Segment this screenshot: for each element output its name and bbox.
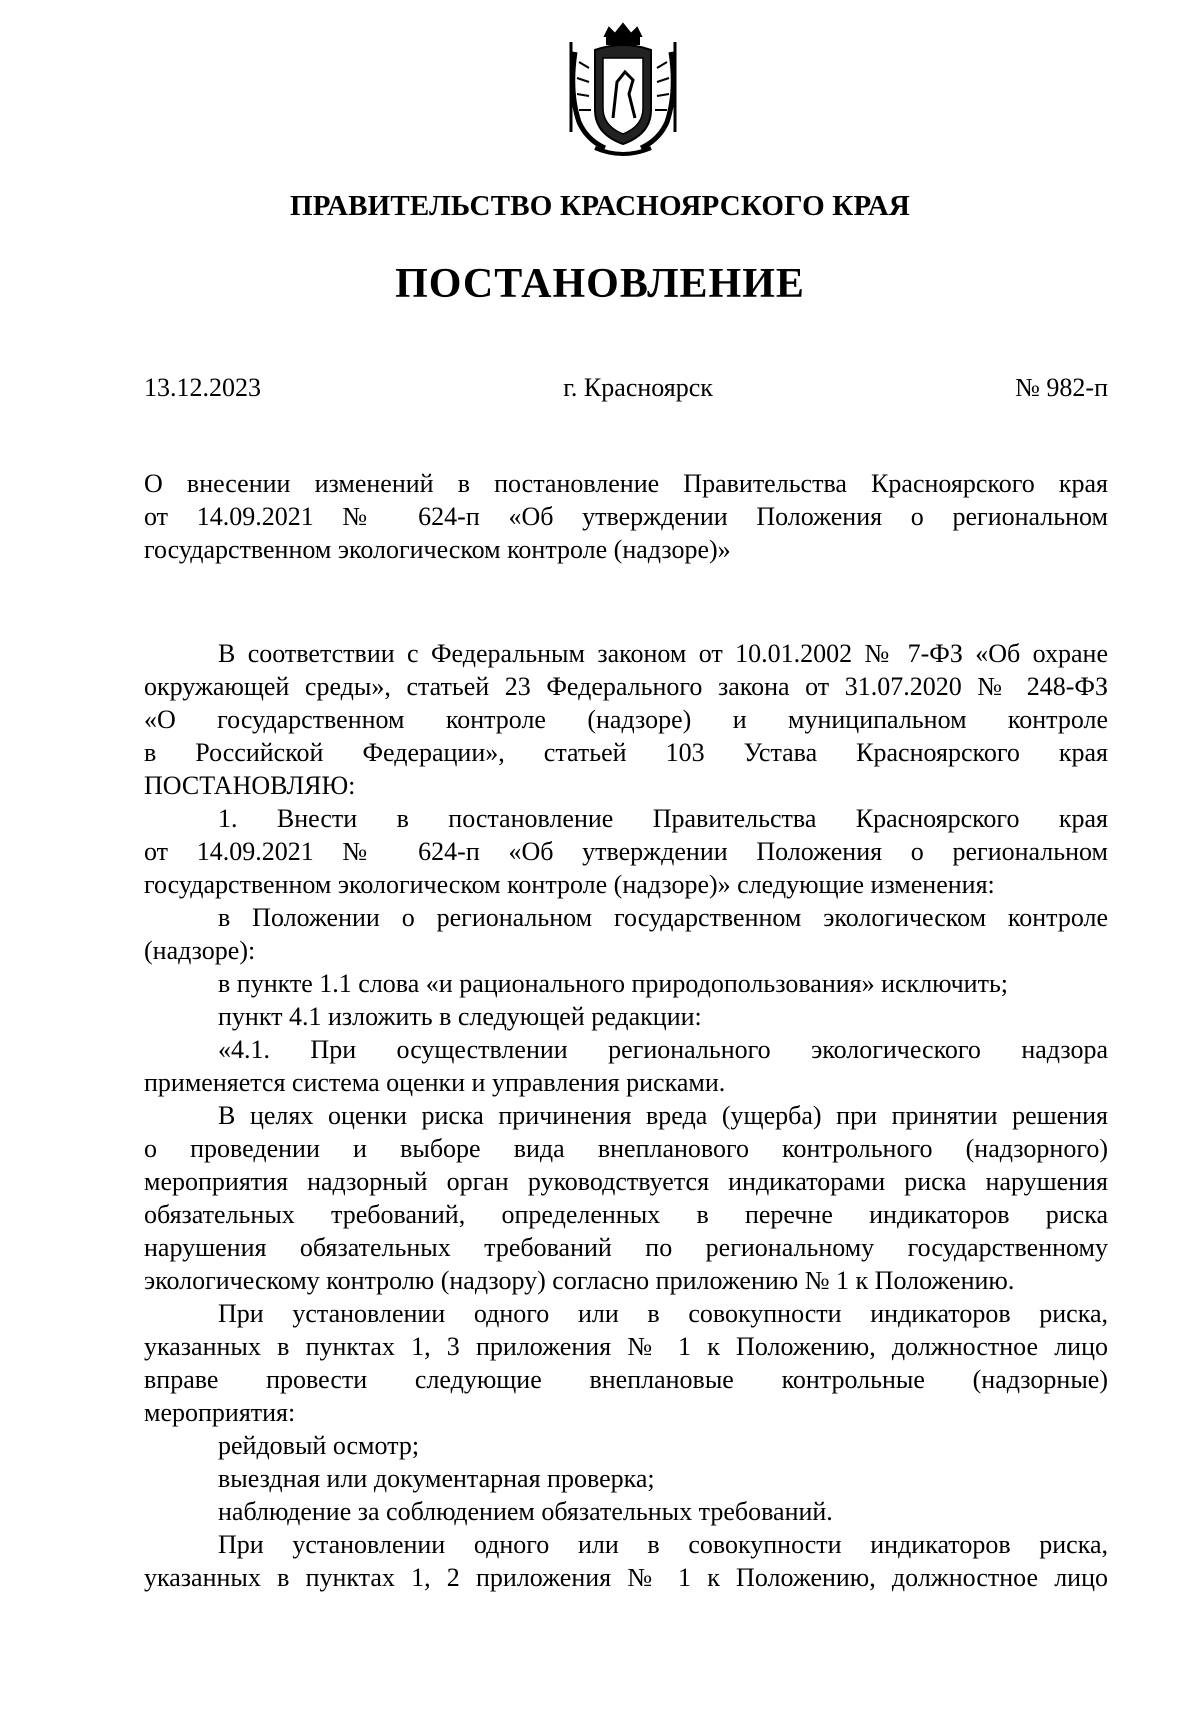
text-line: выездная или документарная проверка; [218,1464,655,1493]
text-line: (надзоре): [144,936,256,965]
paragraph [144,1495,1108,1528]
paragraph [144,1297,1108,1429]
text-line: в Положении о региональном государственном экологическом контроле [218,903,1108,932]
text-line: обязательных требований, определенных в перечне индикаторов риска [144,1200,1108,1229]
text-line: окружающей среды», статьей 23 Федерального закона от 31.07.2020 № 248-ФЗ [144,672,1108,701]
paragraph [144,1033,1108,1099]
subject-line: от 14.09.2021 № 624-п «Об утверждении Положения о региональном [144,502,1108,531]
document-city: г. Красноярск [563,373,713,402]
text-line: государственном экологическом контроле (надзоре)» следующие изменения: [144,870,995,899]
text-line: ПОСТАНОВЛЯЮ: [144,771,356,800]
text-line: При установлении одного или в совокупности индикаторов риска, [218,1530,1108,1559]
text-line: При установлении одного или в совокупности индикаторов риска, [218,1299,1108,1328]
text-line: «4.1. При осуществлении регионального экологического надзора [218,1035,1108,1064]
coat-of-arms-emblem [565,22,681,160]
text-line: о проведении и выборе вида внепланового контрольного (надзорного) [144,1134,1108,1163]
paragraph [144,1429,1108,1462]
text-line: экологическому контролю (надзору) согласно приложению № 1 к Положению. [144,1266,1015,1295]
paragraph [144,1000,1108,1033]
paragraph-preamble [144,637,1108,802]
document-type-title: ПОСТАНОВЛЕНИЕ [395,261,805,307]
subject-line: О внесении изменений в постановление Правительства Красноярского края [144,469,1108,498]
text-line: указанных в пунктах 1, 2 приложения № 1 к Положению, должностное лицо [144,1563,1108,1592]
text-line: от 14.09.2021 № 624-п «Об утверждении Положения о региональном [144,837,1108,866]
text-line: нарушения обязательных требований по региональному государственному [144,1233,1108,1262]
paragraph [144,1099,1108,1297]
document-body [144,637,1108,1594]
text-line: применяется система оценки и управления рисками. [144,1068,726,1097]
paragraph [144,967,1108,1000]
text-line: наблюдение за соблюдением обязательных требований. [218,1497,833,1526]
text-line: вправе провести следующие внеплановые контрольные (надзорные) [144,1365,1108,1394]
text-line: В целях оценки риска причинения вреда (ущерба) при принятии решения [218,1101,1108,1130]
text-line: рейдовый осмотр; [218,1431,420,1460]
text-line: мероприятия надзорный орган руководствуется индикаторами риска нарушения [144,1167,1108,1196]
paragraph [144,1528,1108,1594]
document-number: № 982-п [1015,373,1108,402]
text-line: в Российской Федерации», статьей 103 Устава Красноярского края [144,738,1108,767]
subject-line: государственном экологическом контроле (надзоре)» [144,535,731,564]
paragraph-item-1 [144,802,1108,901]
text-line: указанных в пунктах 1, 3 приложения № 1 к Положению, должностное лицо [144,1332,1108,1361]
paragraph [144,1462,1108,1495]
text-line: мероприятия: [144,1398,296,1427]
document-date: 13.12.2023 [144,373,261,402]
government-name: ПРАВИТЕЛЬСТВО КРАСНОЯРСКОГО КРАЯ [289,190,911,222]
document-meta-row [144,372,1108,404]
document-subject [144,467,1108,566]
text-line: пункт 4.1 изложить в следующей редакции: [218,1002,702,1031]
text-line: в пункте 1.1 слова «и рационального природопользования» исключить; [218,969,1009,998]
paragraph [144,901,1108,967]
text-line: 1. Внести в постановление Правительства Красноярского края [218,804,1108,833]
text-line: В соответствии с Федеральным законом от 10.01.2002 № 7-ФЗ «Об охране [218,639,1108,668]
text-line: «О государственном контроле (надзоре) и муниципальном контроле [144,705,1108,734]
